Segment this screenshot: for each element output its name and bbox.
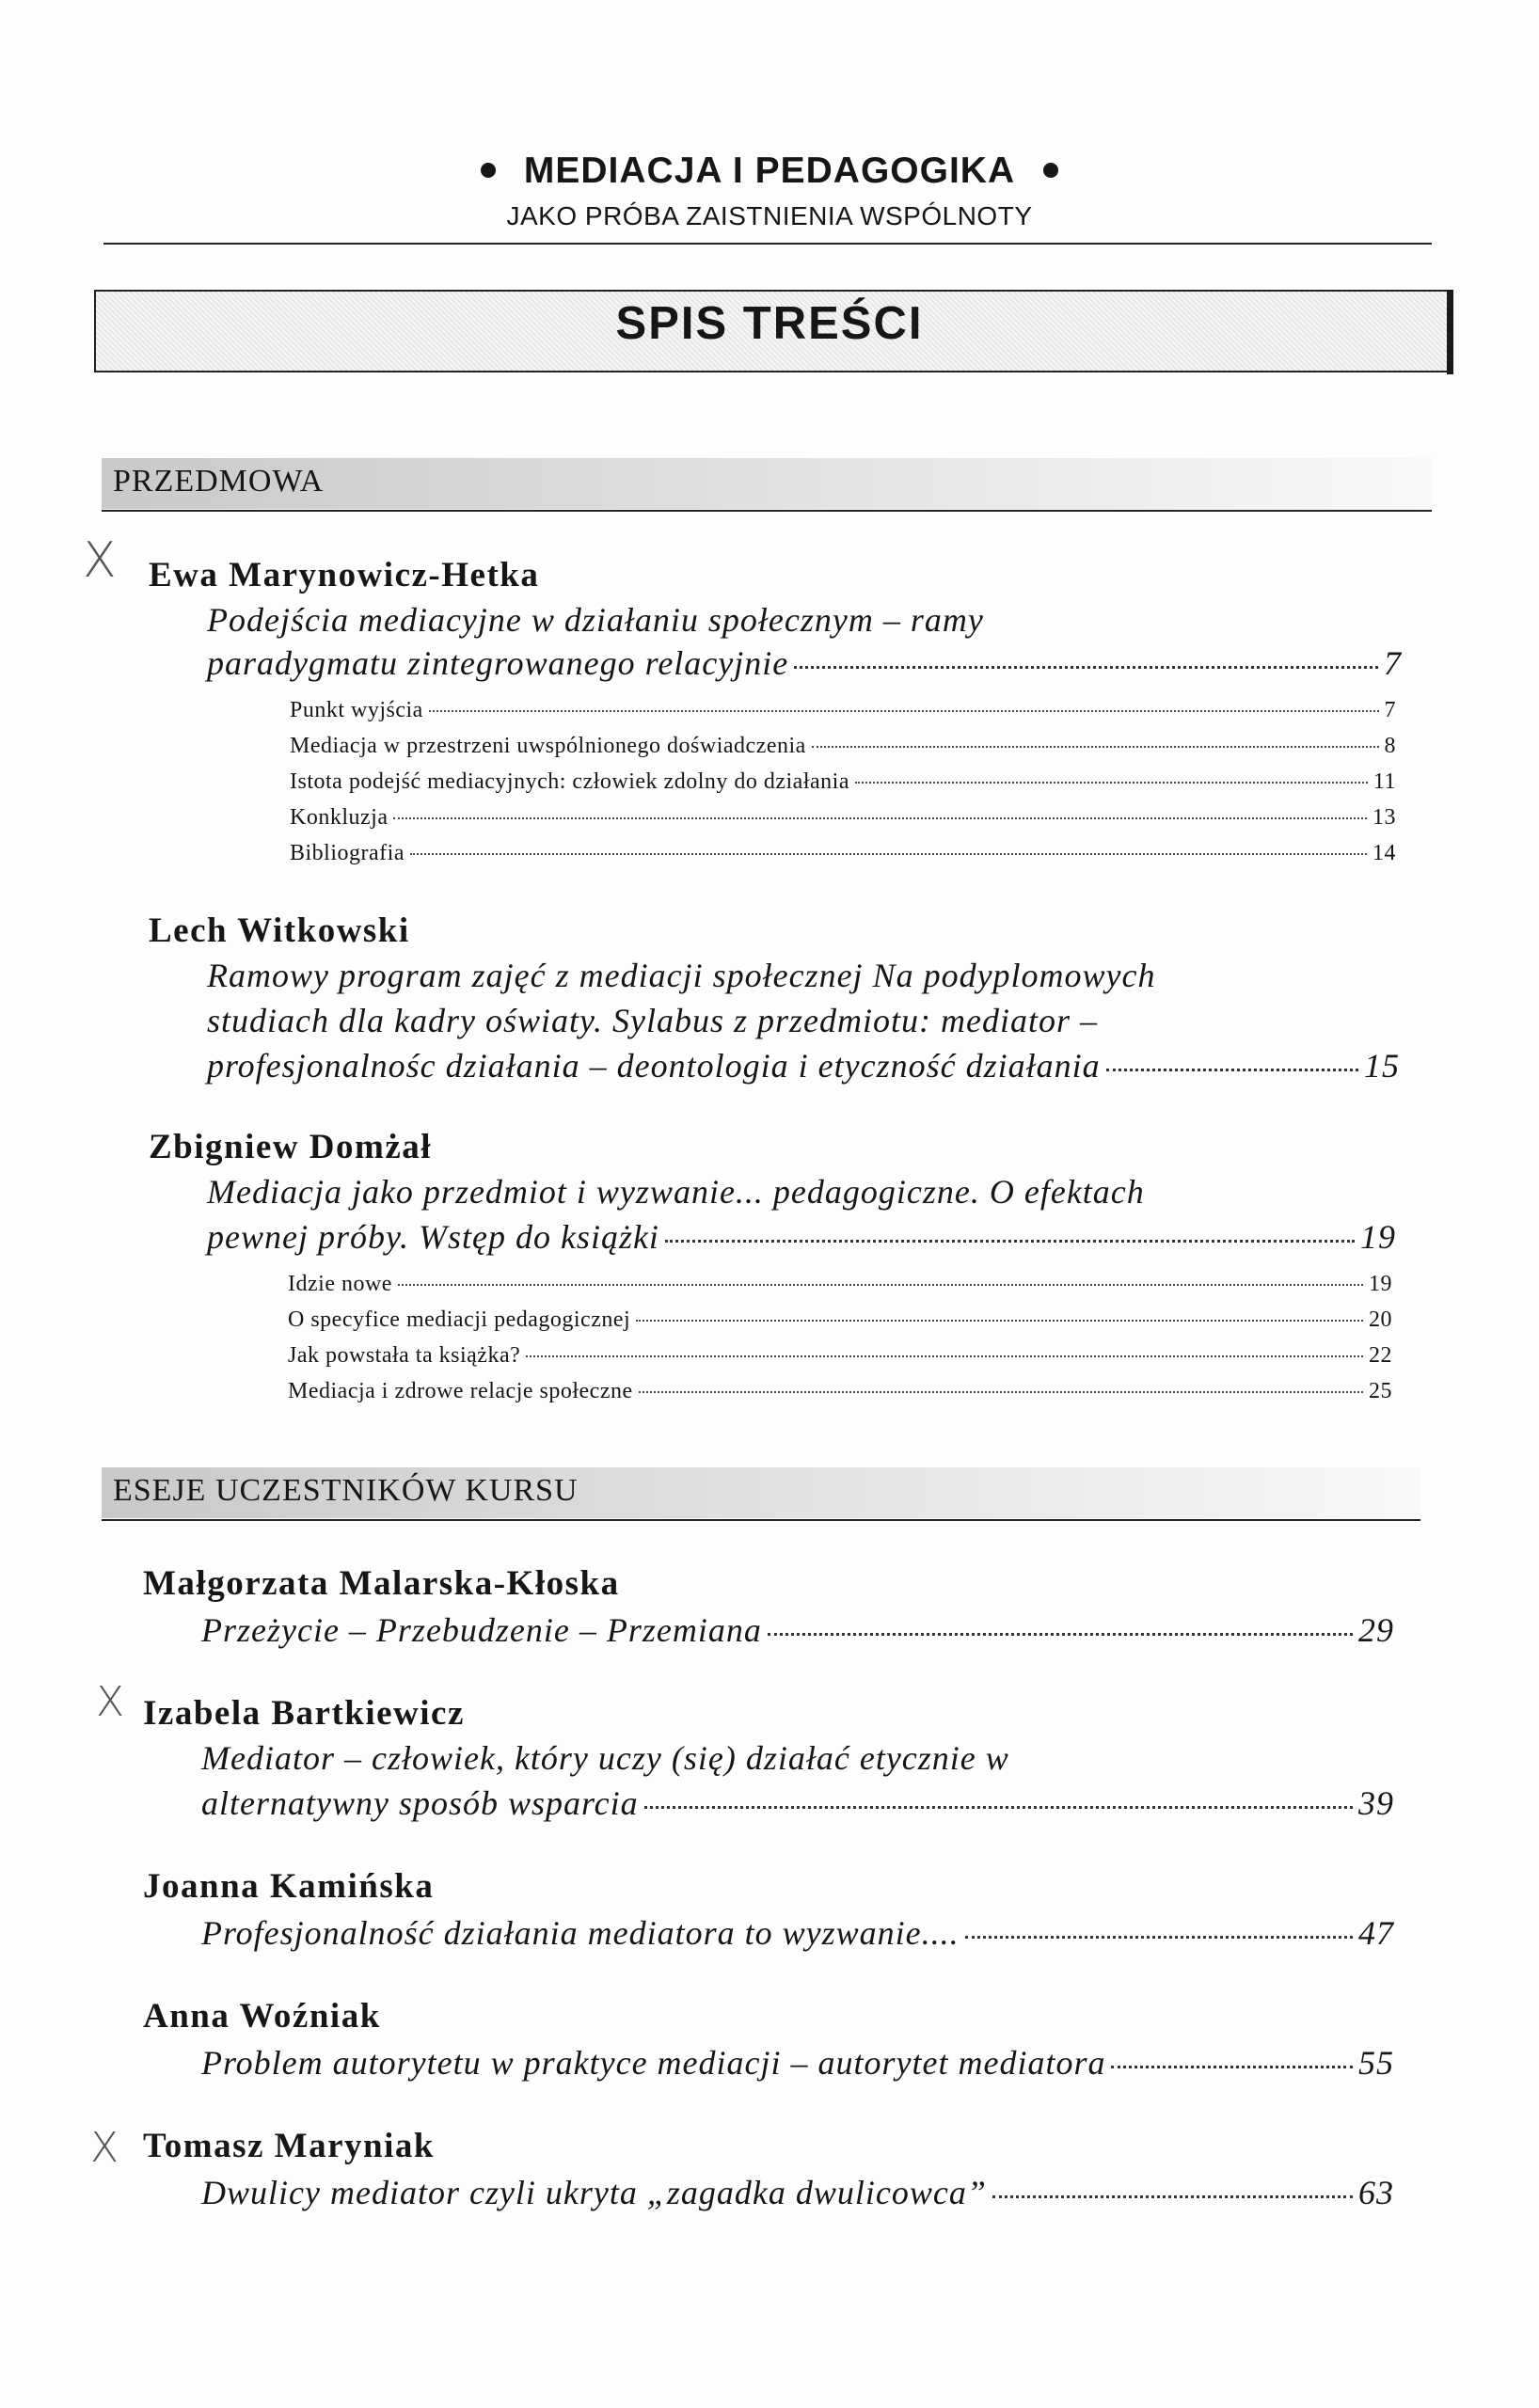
dot-leader: [644, 1806, 1353, 1809]
toc-entry[interactable]: [201, 2043, 1394, 2083]
bullet-dot-icon: [481, 163, 496, 178]
toc-entry[interactable]: [201, 1783, 1394, 1823]
page-number: 11: [1372, 769, 1396, 794]
subentry-title: Bibliografia: [290, 841, 405, 865]
entry-title: profesjonalnośc działania – deontologia i etyczność działania: [207, 1047, 1101, 1085]
entry-title-line: Mediacja jako przedmiot i wyzwanie... pedagogiczne. O efektach: [207, 1173, 1145, 1211]
page-number: 19: [1369, 1272, 1392, 1296]
page-number: 19: [1360, 1218, 1396, 1256]
entry-title-line: studiach dla kadry oświaty. Sylabus z przedmiotu: mediator –: [207, 1002, 1098, 1039]
section-label: ESEJE UCZESTNIKÓW KURSU: [113, 1473, 579, 1508]
page-number: 39: [1358, 1784, 1394, 1822]
handwritten-x-mark: X: [96, 1678, 125, 1726]
toc-subentry[interactable]: [288, 1307, 1392, 1333]
entry-author: Małgorzata Malarska-Kłoska: [143, 1564, 620, 1603]
handwritten-x-mark: X: [90, 2124, 119, 2172]
toc-subentry[interactable]: [288, 1343, 1392, 1369]
toc-subentry[interactable]: [290, 734, 1396, 759]
dot-leader: [1106, 1069, 1358, 1071]
dot-leader: [398, 1284, 1363, 1286]
page-number: 29: [1358, 1611, 1394, 1649]
toc-subentry[interactable]: [290, 769, 1396, 795]
dot-leader: [965, 1936, 1353, 1939]
subentry-title: Punkt wyjścia: [290, 698, 423, 722]
subentry-title: Konkluzja: [290, 805, 389, 830]
entry-title: Problem autorytetu w praktyce mediacji – autorytet mediatora: [201, 2044, 1106, 2082]
header-divider: [103, 243, 1432, 245]
toc-subentry[interactable]: [288, 1272, 1392, 1297]
dot-leader: [812, 746, 1379, 748]
entry-author: Zbigniew Domżał: [149, 1128, 433, 1166]
subentry-title: Istota podejść mediacyjnych: człowiek zdolny do działania: [290, 769, 849, 794]
entry-author: Joanna Kamińska: [143, 1867, 435, 1906]
page-number: 20: [1369, 1307, 1392, 1332]
dot-leader: [794, 666, 1378, 669]
book-subtitle: JAKO PRÓBA ZAISTNIENIA WSPÓLNOTY: [506, 201, 1033, 230]
subentry-title: O specyfice mediacji pedagogicznej: [288, 1307, 631, 1332]
toc-subentry[interactable]: [290, 805, 1396, 831]
dot-leader: [665, 1240, 1355, 1243]
book-title-text: MEDIACJA I PEDAGOGIKA: [523, 150, 1016, 191]
bullet-dot-icon: [1043, 163, 1058, 178]
toc-entry[interactable]: [207, 1046, 1400, 1085]
entry-author: Tomasz Maryniak: [143, 2127, 435, 2165]
entry-title: alternatywny sposób wsparcia: [201, 1784, 639, 1822]
section-label: PRZEDMOWA: [113, 464, 325, 499]
page-number: 22: [1369, 1343, 1392, 1368]
dot-leader: [429, 710, 1379, 712]
dot-leader: [992, 2195, 1353, 2198]
dot-leader: [855, 782, 1368, 784]
page-number: 8: [1384, 734, 1396, 758]
entry-title: Dwulicy mediator czyli ukryta „zagadka dwulicowca”: [201, 2174, 987, 2211]
dot-leader: [526, 1355, 1363, 1357]
entry-title-line: Mediator – człowiek, który uczy (się) działać etycznie w: [201, 1739, 1009, 1777]
entry-author: Anna Woźniak: [143, 1997, 381, 2036]
toc-entry[interactable]: [207, 643, 1402, 683]
book-title: [0, 150, 1539, 192]
subentry-title: Mediacja w przestrzeni uwspólnionego doświadczenia: [290, 734, 806, 758]
subentry-title: Idzie nowe: [288, 1272, 392, 1296]
toc-entry[interactable]: [207, 1217, 1396, 1257]
section-header-eseje: [102, 1467, 1420, 1518]
dot-leader: [410, 853, 1367, 855]
dot-leader: [393, 817, 1367, 819]
page-number: 15: [1364, 1047, 1400, 1085]
toc-subentry[interactable]: [290, 698, 1396, 723]
toc-entry[interactable]: [201, 1913, 1394, 1953]
toc-entry[interactable]: [201, 1610, 1394, 1650]
page-number: 14: [1372, 841, 1396, 865]
toc-box-shadow: [1447, 290, 1453, 374]
toc-entry[interactable]: [201, 2173, 1394, 2212]
dot-leader: [768, 1633, 1353, 1636]
entry-title: pewnej próby. Wstęp do książki: [207, 1218, 659, 1256]
page-number: 25: [1369, 1379, 1392, 1403]
entry-title: Profesjonalność działania mediatora to wyzwanie....: [201, 1914, 960, 1952]
subentry-title: Mediacja i zdrowe relacje społeczne: [288, 1379, 633, 1403]
section-divider: [102, 510, 1432, 512]
handwritten-x-mark: X: [83, 532, 117, 589]
page-number: 7: [1384, 644, 1402, 682]
subentry-title: Jak powstała ta książka?: [288, 1343, 521, 1368]
page-number: 7: [1384, 698, 1396, 722]
page-number: 47: [1358, 1914, 1394, 1952]
page-number: 55: [1358, 2044, 1394, 2082]
entry-author: Ewa Marynowicz-Hetka: [149, 556, 540, 594]
entry-author: Izabela Bartkiewicz: [143, 1694, 465, 1733]
dot-leader: [636, 1320, 1363, 1322]
toc-title: SPIS TREŚCI: [615, 298, 924, 349]
section-header-przedmowa: [102, 458, 1432, 509]
entry-title: Przeżycie – Przebudzenie – Przemiana: [201, 1611, 762, 1649]
toc-subentry[interactable]: [290, 841, 1396, 866]
dot-leader: [1111, 2066, 1353, 2068]
page-number: 63: [1358, 2174, 1394, 2211]
entry-author: Lech Witkowski: [149, 911, 410, 950]
entry-title-line: Ramowy program zajęć z mediacji społecznej Na podyplomowych: [207, 957, 1156, 994]
dot-leader: [639, 1391, 1363, 1393]
page-number: 13: [1372, 805, 1396, 830]
entry-title-line: Podejścia mediacyjne w działaniu społecznym – ramy: [207, 601, 984, 639]
entry-title: paradygmatu zintegrowanego relacyjnie: [207, 644, 789, 682]
section-divider: [102, 1519, 1420, 1521]
toc-subentry[interactable]: [288, 1379, 1392, 1404]
